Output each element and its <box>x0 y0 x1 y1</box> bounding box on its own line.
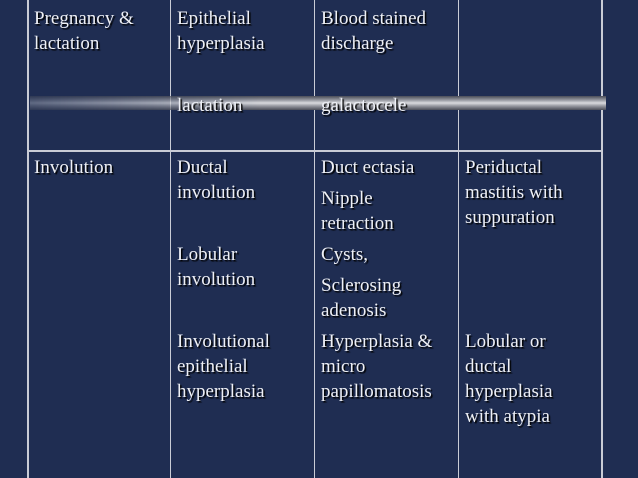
table-cell-finding: lactation <box>177 95 243 116</box>
table-cell-finding: Cysts, <box>321 244 368 265</box>
table-cell-finding: Blood stained discharge <box>321 8 427 54</box>
table-cell-finding: Sclerosing adenosis <box>321 275 402 321</box>
table-cell-finding: Involutional epithelial hyperplasia <box>177 331 270 402</box>
table-cell-finding: Epithelial hyperplasia <box>177 8 265 54</box>
table-cell-finding: Lobular involution <box>177 244 256 290</box>
table-cell-finding: Ductal involution <box>177 157 256 203</box>
table-border-right <box>601 0 603 478</box>
table-cell-finding: Nipple retraction <box>321 188 394 234</box>
table-cell-finding: Lobular or ductal hyperplasia with atypia <box>465 331 553 427</box>
table-cell-stage: Pregnancy & lactation <box>34 8 134 54</box>
table-column-divider <box>170 0 171 478</box>
table-column-divider <box>314 0 315 478</box>
table-cell-stage: Involution <box>34 157 114 178</box>
decorative-divider-bar <box>30 96 606 110</box>
table-column-divider <box>458 0 459 478</box>
table-cell-finding: galactocele <box>321 95 407 116</box>
table-border-left <box>27 0 29 478</box>
table-row-divider <box>27 150 603 152</box>
table-cell-finding: Periductal mastitis with suppuration <box>465 157 563 228</box>
table-cell-finding: Duct ectasia <box>321 157 415 178</box>
table-cell-finding: Hyperplasia & micro papillomatosis <box>321 331 433 402</box>
